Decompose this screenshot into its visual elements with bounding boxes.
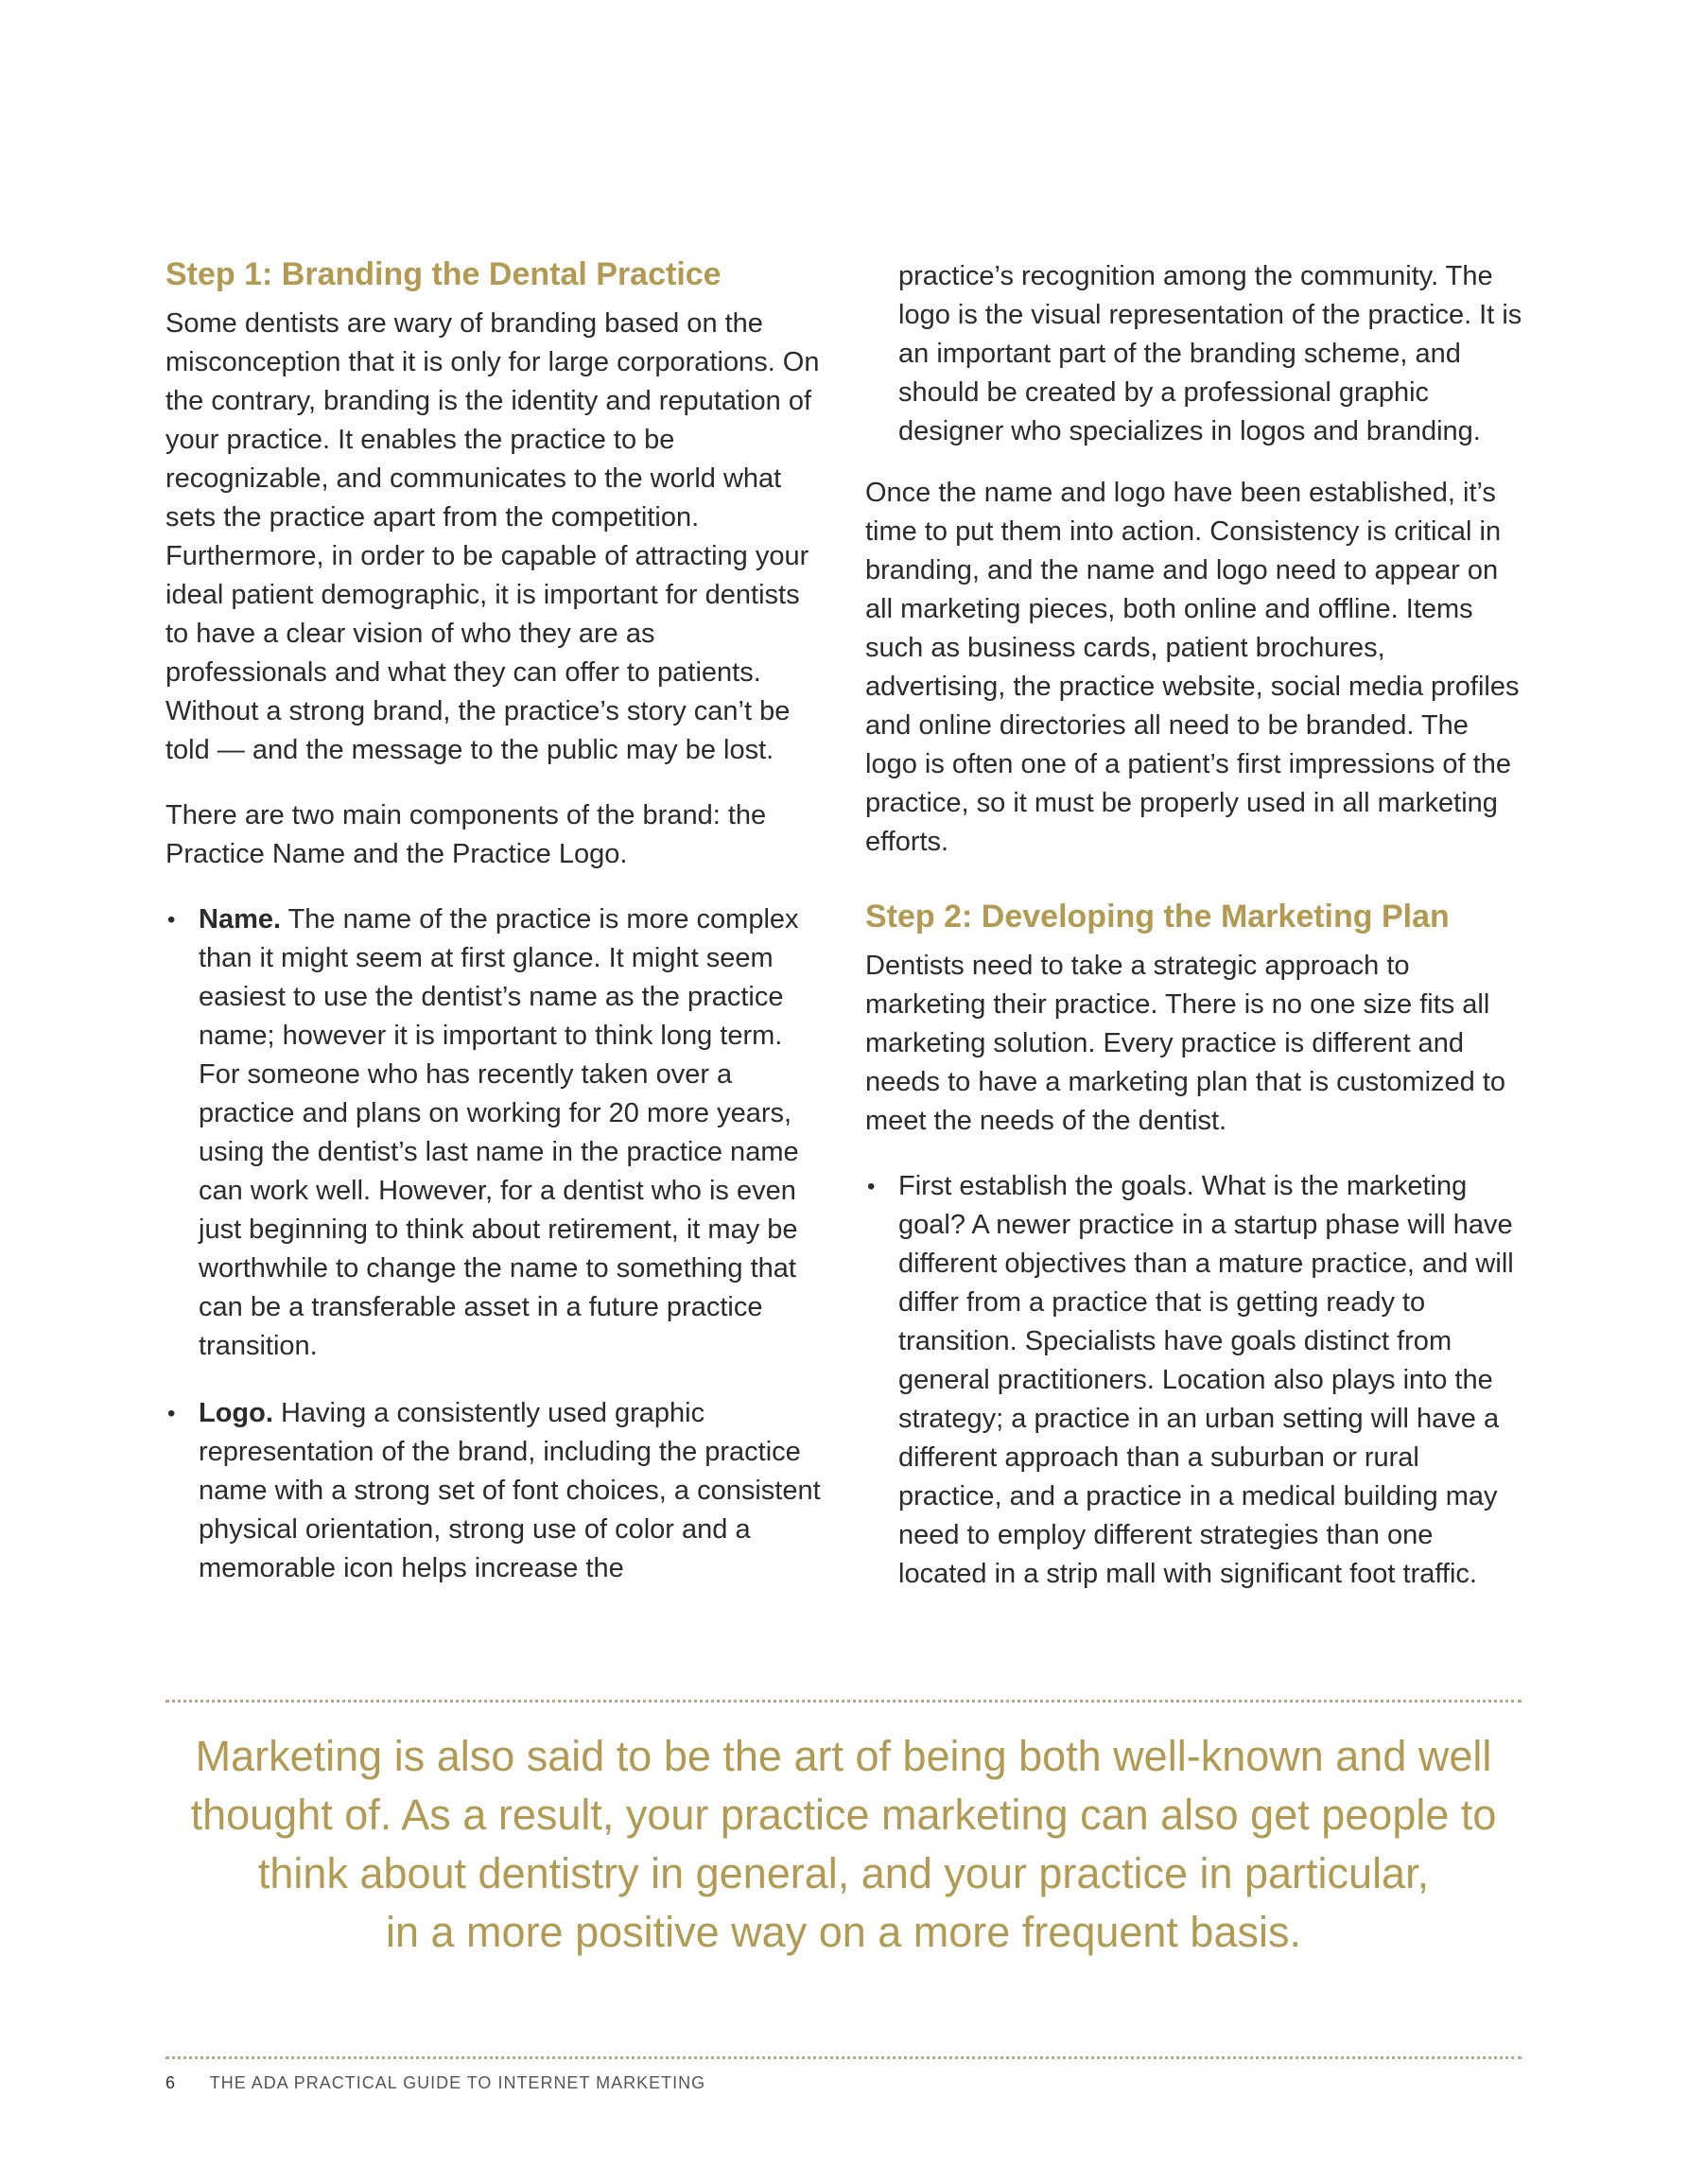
marketing-plan-list <box>865 1167 1527 1594</box>
brand-components-list <box>165 900 822 1588</box>
step1-paragraph-2: There are two main components of the brand: the Practice Name and the Practice Logo. <box>165 800 767 869</box>
bullet-name-text: The name of the practice is more complex than it might seem at first glance. It might seem easiest to use the dentist’s name as the practice name; however it is important to think long term. For someone who has recently taken over a practice and plans on working for 20 more years, using the dentist’s last name in the practice name can work well. However, for a dentist who is even just beginning to think about retirement, it may be worthwhile to change the name to something that can be a transferable asset in a future practice transition. <box>199 904 799 1361</box>
bullet-logo-text: Having a consistently used graphic representation of the brand, including the practice name with a strong set of font choices, a consistent physical orientation, strong use of color and a memorable icon helps increase the <box>199 1398 821 1583</box>
page-footer <box>165 2073 705 2093</box>
pull-quote-line-4: in a more positive way on a more frequent basis. <box>386 1908 1301 1956</box>
list-item-name <box>165 900 822 1366</box>
consistency-paragraph: Once the name and logo have been established, it’s time to put them into action. Consistency is critical in branding, and the name and logo need to appear on all marketing pieces, both online and offline. Items such as business cards, patient brochures, advertising, the practice website, social media profiles and online directories all need to be branded. The logo is often one of a patient’s first impressions of the practice, so it must be properly used in all marketing efforts. <box>865 478 1520 857</box>
right-column <box>865 257 1527 1622</box>
page-number: 6 <box>165 2073 177 2092</box>
bullet-name-lead: Name. <box>199 904 282 935</box>
step2-heading: Step 2: Developing the Marketing Plan <box>865 899 1450 935</box>
list-item-goals: • First establish the goals. What is the marketing goal? A newer practice in a startup phase will have different objectives than a mature practice, and will differ from a practice that is getting ready to transition. Specialists have goals distinct from general practitioners. Location also plays into the strategy; a practice in an urban setting will have a different approach than a suburban or rural practice, and a practice in a medical building may need to employ different strategies than one located in a strip mall with significant foot traffic. <box>865 1167 1527 1594</box>
pull-quote-line-2: thought of. As a result, your practice marketing can also get people to <box>190 1791 1497 1839</box>
bottom-dotted-divider <box>165 2056 1522 2059</box>
top-dotted-divider <box>165 1700 1522 1703</box>
logo-continuation-list <box>865 257 1527 451</box>
pull-quote-line-3: think about dentistry in general, and your practice in particular, <box>257 1849 1430 1897</box>
list-item-logo <box>165 1394 822 1588</box>
step1-heading: Step 1: Branding the Dental Practice <box>165 256 722 292</box>
bullet-logo-lead: Logo. <box>199 1398 273 1428</box>
publication-title: THE ADA PRACTICAL GUIDE TO INTERNET MARKETING <box>209 2073 706 2092</box>
step1-paragraph-1: Some dentists are wary of branding based on the misconception that it is only for large corporations. On the contrary, branding is the identity and reputation of your practice. It enables the practice to be recognizable, and communicates to the world what sets the practice apart from the competition. Furthermore, in order to be capable of attracting your ideal patient demographic, it is important for dentists to have a clear vision of who they are as professionals and what they can offer to patients. Without a strong brand, the practice’s story can’t be told — and the message to the public may be lost. <box>165 308 820 765</box>
step2-paragraph-1: Dentists need to take a strategic approach to marketing their practice. There is no one size fits all marketing solution. Every practice is different and needs to have a marketing plan that is customized to meet the needs of the dentist. <box>865 951 1506 1136</box>
left-column <box>165 253 822 1616</box>
pull-quote <box>165 1727 1522 1962</box>
pull-quote-line-1: Marketing is also said to be the art of being both well-known and well <box>195 1732 1492 1780</box>
list-item-logo-continued: practice’s recognition among the community. The logo is the visual representation of the practice. It is an important part of the branding scheme, and should be created by a professional graphic designer who specializes in logos and branding. <box>898 261 1522 446</box>
